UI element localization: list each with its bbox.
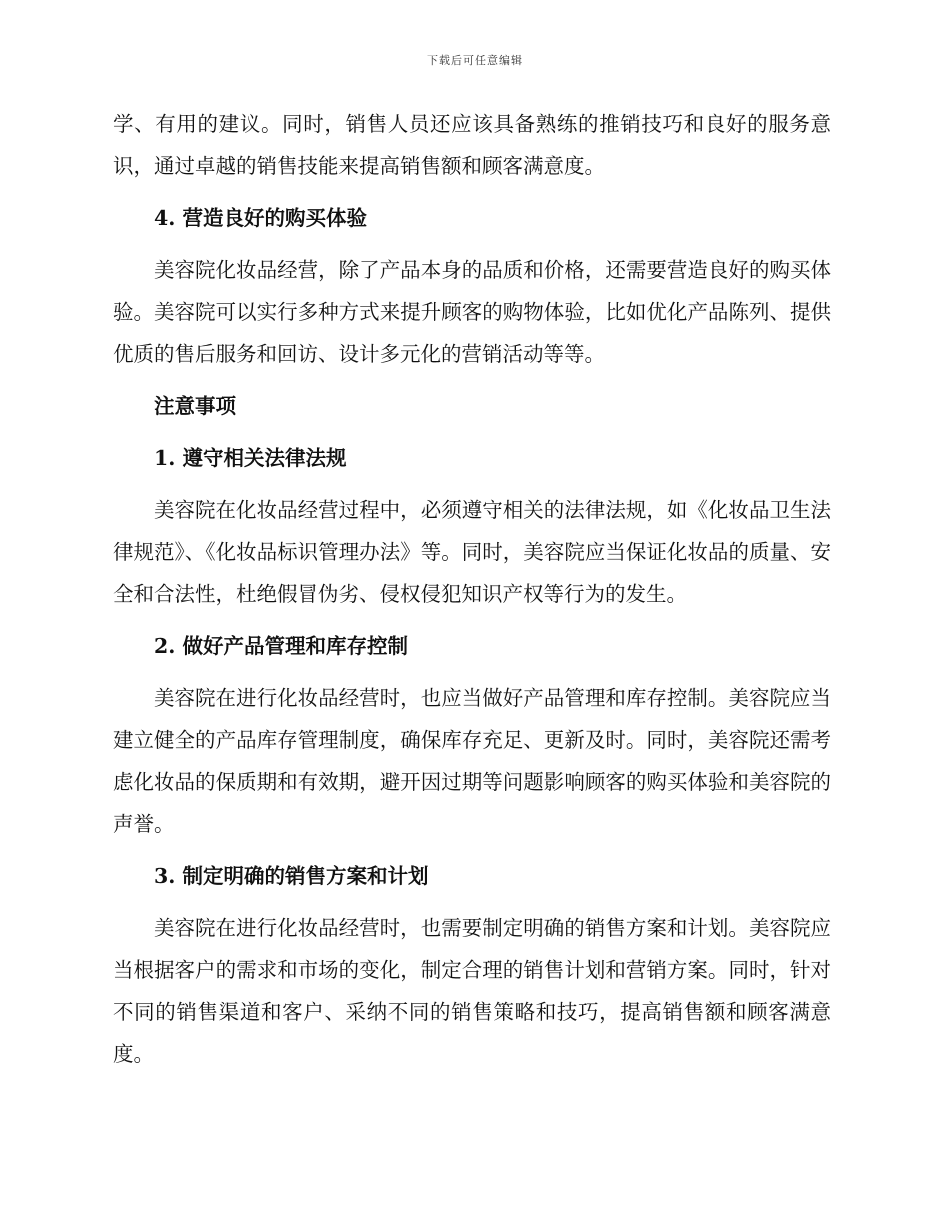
section-heading-sales-plan: 3. 制定明确的销售方案和计划 (154, 864, 429, 888)
section-heading-purchase-experience: 4. 营造良好的购买体验 (154, 206, 368, 230)
paragraph-continuation: 学、有用的建议。同时，销售人员还应该具备熟练的推销技巧和良好的服务意识，通过卓越的销售技能来提高销售额和顾客满意度。 (113, 112, 831, 178)
paragraph-inventory: 美容院在进行化妆品经营时，也应当做好产品管理和库存控制。美容院应当建立健全的产品库存管理制度，确保库存充足、更新及时。同时，美容院还需考虑化妆品的保质期和有效期，避开因过期等问题影响顾客的购买体验和美容院的声誉。 (113, 686, 831, 836)
section-heading-laws: 1. 遵守相关法律法规 (154, 446, 347, 470)
page-header: 下载后可任意编辑 (427, 54, 523, 67)
paragraph-laws: 美容院在化妆品经营过程中，必须遵守相关的法律法规，如《化妆品卫生法律规范》、《化妆品标识管理办法》等。同时，美容院应当保证化妆品的质量、安全和合法性，杜绝假冒伪劣、侵权侵犯知识产权等行为的发生。 (113, 498, 831, 606)
document-body (113, 103, 831, 1085)
section-heading-notes: 注意事项 (154, 394, 236, 418)
paragraph-sales-plan: 美容院在进行化妆品经营时，也需要制定明确的销售方案和计划。美容院应当根据客户的需求和市场的变化，制定合理的销售计划和营销方案。同时，针对不同的销售渠道和客户、采纳不同的销售策略和技巧，提高销售额和顾客满意度。 (113, 916, 831, 1066)
paragraph-purchase-experience: 美容院化妆品经营，除了产品本身的品质和价格，还需要营造良好的购买体验。美容院可以实行多种方式来提升顾客的购物体验，比如优化产品陈列、提供优质的售后服务和回访、设计多元化的营销活动等等。 (113, 258, 831, 366)
section-heading-inventory: 2. 做好产品管理和库存控制 (154, 634, 409, 658)
